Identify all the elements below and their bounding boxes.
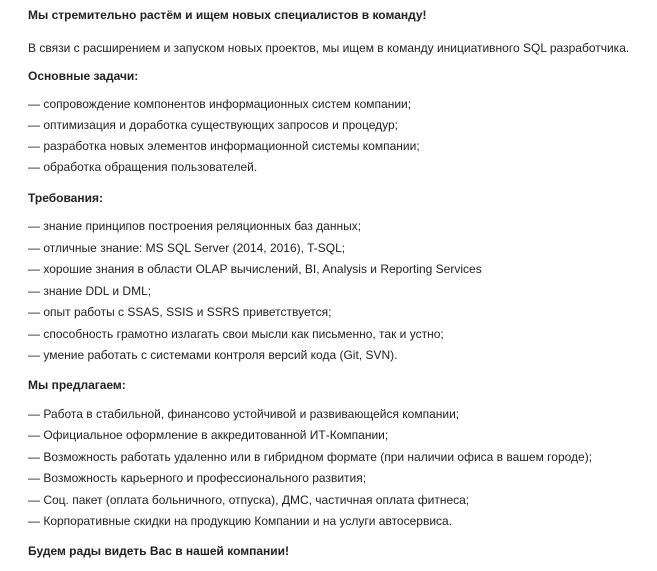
intro-text: В связи с расширением и запуском новых проектов, мы ищем в команду инициативного SQL разработчика.	[28, 41, 630, 55]
intro-heading: Мы стремительно растём и ищем новых специалистов в команду!	[28, 8, 427, 22]
requirements-heading: Требования:	[28, 191, 103, 205]
requirements-list	[28, 218, 482, 369]
list-item: — Работа в стабильной, финансово устойчивой и развивающейся компании;	[28, 407, 460, 421]
list-item: — отличные знание: MS SQL Server (2014, 2016), T-SQL;	[28, 240, 346, 255]
list-item: — опыт работы с SSAS, SSIS и SSRS приветствуется;	[28, 305, 332, 319]
list-item: — умение работать с системами контроля версий кода (Git, SVN).	[28, 348, 398, 362]
closing-text: Будем рады видеть Вас в нашей компании!	[28, 544, 290, 558]
list-item: — разработка новых элементов информационной системы компании;	[28, 139, 420, 153]
list-item: — оптимизация и доработка существующих запросов и процедур;	[28, 118, 398, 132]
list-item: — хорошие знания в области OLAP вычислений, BI, Analysis и Reporting Services	[28, 262, 482, 276]
list-item: — способность грамотно излагать свои мысли как письменно, так и устно;	[28, 326, 444, 341]
list-item: — Возможность работать удаленно или в гибридном формате (при наличии офиса в вашем городе);	[28, 449, 593, 464]
list-item: — обработка обращения пользователей.	[28, 160, 258, 174]
list-item: — Возможность карьерного и профессионального развития;	[28, 471, 367, 486]
offer-list	[28, 406, 592, 534]
list-item: — знание принципов построения реляционных баз данных;	[28, 219, 362, 233]
tasks-list	[28, 96, 420, 180]
list-item: — Соц. пакет (оплата больничного, отпуска), ДМС, частичная оплата фитнеса;	[28, 492, 470, 507]
list-item: — Официальное оформление в аккредитованной ИТ-Компании;	[28, 428, 389, 443]
list-item: — сопровождение компонентов информационных систем компании;	[28, 97, 412, 111]
list-item: — знание DDL и DML;	[28, 283, 152, 298]
list-item: — Корпоративные скидки на продукцию Компании и на услуги автосервиса.	[28, 513, 453, 528]
offer-heading: Мы предлагаем:	[28, 378, 126, 392]
tasks-heading: Основные задачи:	[28, 69, 139, 83]
